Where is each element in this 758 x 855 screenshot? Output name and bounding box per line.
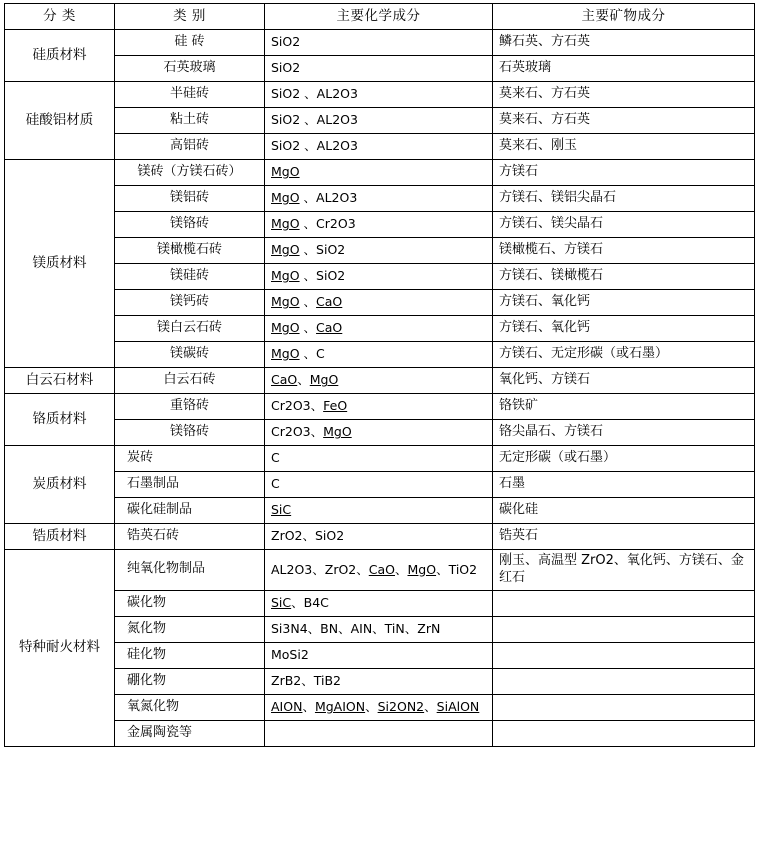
cell-chemical-composition: Cr2O3、FeO bbox=[265, 394, 493, 420]
table-row bbox=[5, 30, 755, 56]
cell-classification: 锆质材料 bbox=[5, 524, 115, 550]
cell-classification: 硅酸铝材质 bbox=[5, 82, 115, 160]
table-header-row bbox=[5, 4, 755, 30]
cell-mineral-composition: 方镁石、氧化钙 bbox=[493, 290, 755, 316]
cell-classification: 铬质材料 bbox=[5, 394, 115, 446]
cell-chemical-composition: C bbox=[265, 472, 493, 498]
table-header bbox=[5, 4, 755, 30]
cell-category: 镁橄榄石砖 bbox=[115, 238, 265, 264]
cell-category: 半硅砖 bbox=[115, 82, 265, 108]
column-header-classification: 分 类 bbox=[5, 4, 115, 30]
cell-category: 金属陶瓷等 bbox=[115, 720, 265, 746]
cell-chemical-composition: ZrB2、TiB2 bbox=[265, 668, 493, 694]
cell-chemical-composition: MgO bbox=[265, 160, 493, 186]
cell-mineral-composition: 方镁石、镁橄榄石 bbox=[493, 264, 755, 290]
cell-category: 粘土砖 bbox=[115, 108, 265, 134]
cell-category: 硼化物 bbox=[115, 668, 265, 694]
cell-mineral-composition: 方镁石、镁铝尖晶石 bbox=[493, 186, 755, 212]
table-row bbox=[5, 238, 755, 264]
cell-category: 石英玻璃 bbox=[115, 56, 265, 82]
cell-classification: 炭质材料 bbox=[5, 446, 115, 524]
cell-mineral-composition: 镁橄榄石、方镁石 bbox=[493, 238, 755, 264]
table-row bbox=[5, 368, 755, 394]
cell-chemical-composition: MgO 、CaO bbox=[265, 316, 493, 342]
cell-category: 硅化物 bbox=[115, 642, 265, 668]
cell-chemical-composition: CaO、MgO bbox=[265, 368, 493, 394]
cell-category: 镁硅砖 bbox=[115, 264, 265, 290]
cell-chemical-composition: MoSi2 bbox=[265, 642, 493, 668]
cell-category: 重铬砖 bbox=[115, 394, 265, 420]
table-row bbox=[5, 694, 755, 720]
cell-chemical-composition: MgO 、Cr2O3 bbox=[265, 212, 493, 238]
cell-chemical-composition: MgO 、SiO2 bbox=[265, 264, 493, 290]
table-row bbox=[5, 186, 755, 212]
cell-category: 镁砖（方镁石砖） bbox=[115, 160, 265, 186]
table-row bbox=[5, 472, 755, 498]
table-row bbox=[5, 290, 755, 316]
cell-category: 氮化物 bbox=[115, 616, 265, 642]
column-header-chemical-composition: 主要化学成分 bbox=[265, 4, 493, 30]
cell-chemical-composition bbox=[265, 720, 493, 746]
cell-category: 炭砖 bbox=[115, 446, 265, 472]
cell-mineral-composition bbox=[493, 590, 755, 616]
cell-category: 镁碳砖 bbox=[115, 342, 265, 368]
cell-mineral-composition bbox=[493, 642, 755, 668]
cell-category: 镁白云石砖 bbox=[115, 316, 265, 342]
table-row bbox=[5, 342, 755, 368]
cell-chemical-composition: SiC、B4C bbox=[265, 590, 493, 616]
cell-mineral-composition: 氧化钙、方镁石 bbox=[493, 368, 755, 394]
cell-category: 碳化物 bbox=[115, 590, 265, 616]
cell-category: 白云石砖 bbox=[115, 368, 265, 394]
cell-category: 石墨制品 bbox=[115, 472, 265, 498]
cell-mineral-composition bbox=[493, 720, 755, 746]
cell-chemical-composition: AION、MgAION、Si2ON2、SiAlON bbox=[265, 694, 493, 720]
cell-mineral-composition: 莫来石、方石英 bbox=[493, 82, 755, 108]
cell-mineral-composition: 方镁石、无定形碳（或石墨） bbox=[493, 342, 755, 368]
cell-mineral-composition: 方镁石 bbox=[493, 160, 755, 186]
table-row bbox=[5, 316, 755, 342]
cell-mineral-composition: 石英玻璃 bbox=[493, 56, 755, 82]
cell-chemical-composition: Si3N4、BN、AIN、TiN、ZrN bbox=[265, 616, 493, 642]
table-row bbox=[5, 590, 755, 616]
table-row bbox=[5, 550, 755, 591]
cell-mineral-composition: 石墨 bbox=[493, 472, 755, 498]
cell-mineral-composition: 方镁石、镁尖晶石 bbox=[493, 212, 755, 238]
table-row bbox=[5, 160, 755, 186]
cell-classification: 白云石材料 bbox=[5, 368, 115, 394]
cell-chemical-composition: SiO2 bbox=[265, 30, 493, 56]
cell-mineral-composition bbox=[493, 668, 755, 694]
column-header-mineral-composition: 主要矿物成分 bbox=[493, 4, 755, 30]
cell-chemical-composition: SiO2 bbox=[265, 56, 493, 82]
table-row bbox=[5, 420, 755, 446]
table-row bbox=[5, 134, 755, 160]
cell-chemical-composition: SiO2 、AL2O3 bbox=[265, 82, 493, 108]
cell-mineral-composition: 铬尖晶石、方镁石 bbox=[493, 420, 755, 446]
cell-classification: 镁质材料 bbox=[5, 160, 115, 368]
cell-mineral-composition: 莫来石、刚玉 bbox=[493, 134, 755, 160]
table-row bbox=[5, 394, 755, 420]
table-row bbox=[5, 498, 755, 524]
cell-mineral-composition bbox=[493, 616, 755, 642]
cell-mineral-composition: 无定形碳（或石墨） bbox=[493, 446, 755, 472]
cell-chemical-composition: AL2O3、ZrO2、CaO、MgO、TiO2 bbox=[265, 550, 493, 591]
cell-mineral-composition: 刚玉、高温型 ZrO2、氧化钙、方镁石、金红石 bbox=[493, 550, 755, 591]
refractory-materials-table bbox=[4, 3, 755, 747]
cell-mineral-composition: 锆英石 bbox=[493, 524, 755, 550]
cell-chemical-composition: MgO 、CaO bbox=[265, 290, 493, 316]
table-row bbox=[5, 616, 755, 642]
cell-category: 锆英石砖 bbox=[115, 524, 265, 550]
cell-chemical-composition: SiO2 、AL2O3 bbox=[265, 108, 493, 134]
cell-classification: 特种耐火材料 bbox=[5, 550, 115, 747]
cell-category: 高铝砖 bbox=[115, 134, 265, 160]
cell-category: 镁钙砖 bbox=[115, 290, 265, 316]
cell-mineral-composition: 碳化硅 bbox=[493, 498, 755, 524]
table-row bbox=[5, 668, 755, 694]
cell-category: 硅 砖 bbox=[115, 30, 265, 56]
table-row bbox=[5, 524, 755, 550]
table-row bbox=[5, 446, 755, 472]
cell-category: 镁铬砖 bbox=[115, 212, 265, 238]
cell-classification: 硅质材料 bbox=[5, 30, 115, 82]
cell-mineral-composition bbox=[493, 694, 755, 720]
cell-chemical-composition: ZrO2、SiO2 bbox=[265, 524, 493, 550]
table-row bbox=[5, 108, 755, 134]
cell-category: 镁铝砖 bbox=[115, 186, 265, 212]
cell-category: 碳化硅制品 bbox=[115, 498, 265, 524]
cell-category: 氧氮化物 bbox=[115, 694, 265, 720]
table-row bbox=[5, 264, 755, 290]
table-body bbox=[5, 30, 755, 747]
cell-chemical-composition: C bbox=[265, 446, 493, 472]
cell-mineral-composition: 莫来石、方石英 bbox=[493, 108, 755, 134]
cell-chemical-composition: SiC bbox=[265, 498, 493, 524]
cell-mineral-composition: 方镁石、氧化钙 bbox=[493, 316, 755, 342]
cell-chemical-composition: MgO 、SiO2 bbox=[265, 238, 493, 264]
cell-category: 镁铬砖 bbox=[115, 420, 265, 446]
cell-chemical-composition: Cr2O3、MgO bbox=[265, 420, 493, 446]
cell-chemical-composition: MgO 、C bbox=[265, 342, 493, 368]
cell-chemical-composition: MgO 、AL2O3 bbox=[265, 186, 493, 212]
cell-category: 纯氧化物制品 bbox=[115, 550, 265, 591]
cell-mineral-composition: 铬铁矿 bbox=[493, 394, 755, 420]
column-header-category: 类 别 bbox=[115, 4, 265, 30]
cell-chemical-composition: SiO2 、AL2O3 bbox=[265, 134, 493, 160]
table-row bbox=[5, 212, 755, 238]
cell-mineral-composition: 鳞石英、方石英 bbox=[493, 30, 755, 56]
table-row bbox=[5, 82, 755, 108]
table-row bbox=[5, 720, 755, 746]
table-row bbox=[5, 56, 755, 82]
table-row bbox=[5, 642, 755, 668]
